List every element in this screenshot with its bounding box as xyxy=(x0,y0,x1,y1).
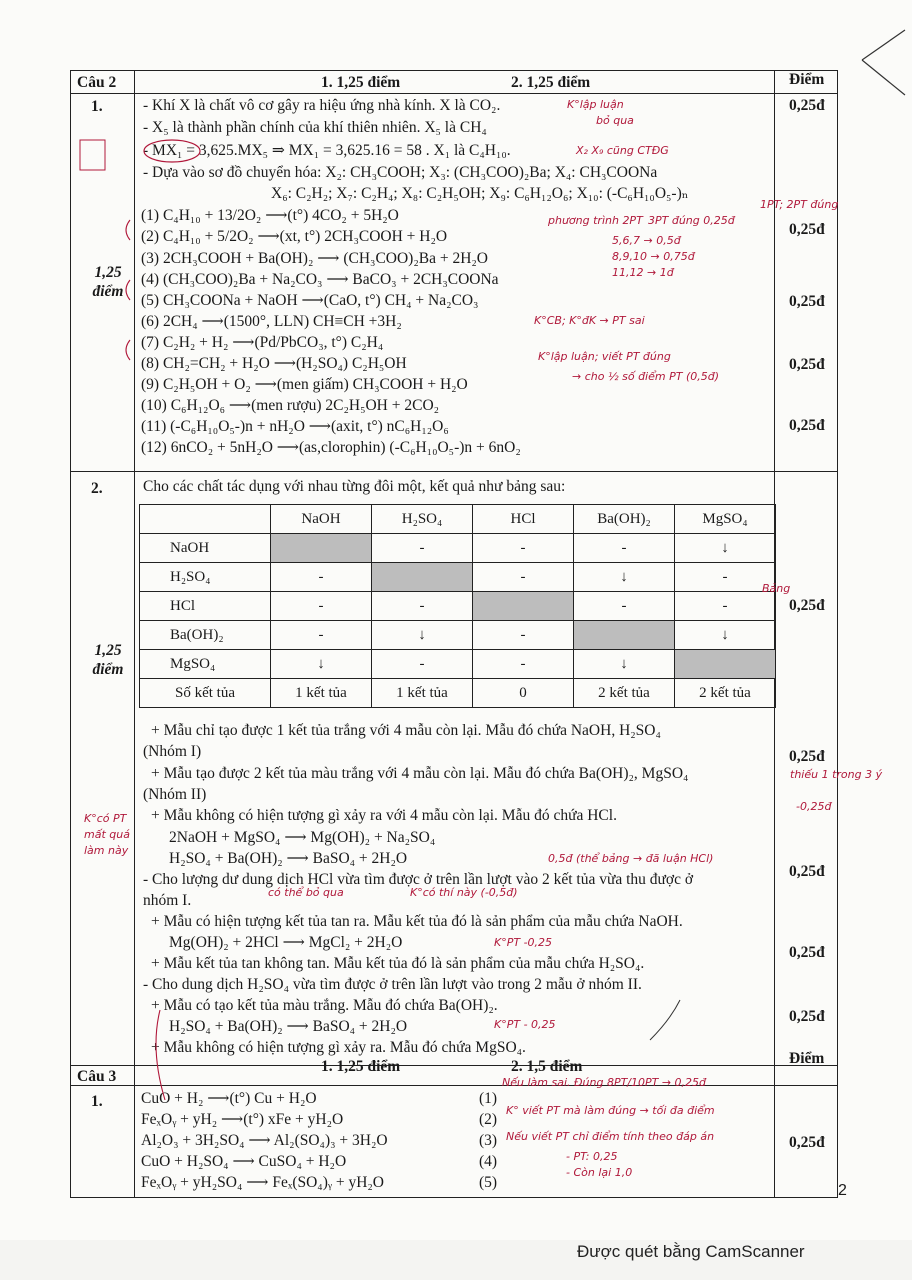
answer-line: (Nhóm II) xyxy=(143,786,207,803)
equation-mark: (1) xyxy=(479,1090,498,1107)
matrix-cell: - xyxy=(473,650,574,679)
matrix-count: 1 kết tủa xyxy=(271,679,372,708)
score-value: 0,25đ xyxy=(789,944,825,961)
handwritten-note: K°có PT xyxy=(84,812,127,825)
matrix-cell: ↓ xyxy=(574,650,675,679)
score-value: 0,25đ xyxy=(789,97,825,114)
score-value: 0,25đ xyxy=(789,863,825,880)
equation: (7) C₂H₂ + H₂ ⟶(Pd/PbCO₃, t°) C₂H₄ xyxy=(141,334,384,351)
equation: 2NaOH + MgSO₄ ⟶ Mg(OH)₂ + Na₂SO₄ xyxy=(169,829,436,846)
handwritten-note: K° viết PT mà làm đúng → tối đa điểm xyxy=(506,1104,715,1117)
answer-line: + Mẫu tạo được 2 kết tủa màu trắng với 4 mẫu còn lại. Mẫu đó chứa Ba(OH)₂, MgSO₄ xyxy=(151,765,689,782)
part-1-heading: 1. 1,25 điểm xyxy=(321,1058,401,1075)
answer-line: - Dựa vào sơ đồ chuyển hóa: X₂: CH₃COOH; X₃: (CH₃COO)₂Ba; X₄: CH₃COONa xyxy=(143,164,658,181)
equation-mark: (2) xyxy=(479,1111,498,1128)
matrix-row-header: H₂SO₄ xyxy=(140,563,271,592)
answer-line: + Mẫu có tạo kết tủa màu trắng. Mẫu đó chứa Ba(OH)₂. xyxy=(151,997,498,1014)
equation: H₂SO₄ + Ba(OH)₂ ⟶ BaSO₄ + 2H₂O xyxy=(169,1018,408,1035)
score-value: 0,25đ xyxy=(789,748,825,765)
handwritten-note: - Còn lại 1,0 xyxy=(566,1166,633,1179)
handwritten-note: thiếu 1 trong 3 ý xyxy=(790,768,883,781)
matrix-cell: - xyxy=(372,650,473,679)
handwritten-note: 8,9,10 → 0,75đ xyxy=(612,250,695,263)
equation: (4) (CH₃COO)₂Ba + Na₂CO₃ ⟶ BaCO₃ + 2CH₃COONa xyxy=(141,271,499,288)
page-number: 2 xyxy=(838,1182,847,1199)
equation: (10) C₆H₁₂O₆ ⟶(men rượu) 2C₂H₅OH + 2CO₂ xyxy=(141,397,440,414)
matrix-cell: - xyxy=(271,621,372,650)
scanner-footer: Được quét bằng CamScanner xyxy=(577,1242,805,1261)
answer-line: + Mẫu không có hiện tượng gì xảy ra. Mẫu đó chứa MgSO₄. xyxy=(151,1039,526,1056)
matrix-cell: ↓ xyxy=(271,650,372,679)
margin-box xyxy=(80,140,105,170)
bracket-mark xyxy=(156,1010,165,1100)
equation: (8) CH₂=CH₂ + H₂O ⟶(H₂SO₄) C₂H₅OH xyxy=(141,355,407,372)
part-2-heading: 2. 1,25 điểm xyxy=(511,74,591,91)
equation: (5) CH₃COONa + NaOH ⟶(CaO, t°) CH₄ + Na₂CO₃ xyxy=(141,292,479,309)
question-label: Câu 3 xyxy=(77,1068,117,1085)
answer-line: - Khí X là chất vô cơ gây ra hiệu ứng nhà kính. X là CO₂. xyxy=(143,97,501,114)
equation: Al₂O₃ + 3H₂SO₄ ⟶ Al₂(SO₄)₃ + 3H₂O xyxy=(141,1132,388,1149)
answer-line: - X₅ là thành phần chính của khí thiên nhiên. X₅ là CH₄ xyxy=(143,119,487,136)
answer-line: (Nhóm I) xyxy=(143,743,202,760)
handwritten-note: 0,5đ (thể bảng → đã luận HCl) xyxy=(548,852,714,865)
equation: FeₓOᵧ + yH₂ ⟶(t°) xFe + yH₂O xyxy=(141,1111,344,1128)
handwritten-note: 11,12 → 1đ xyxy=(612,266,674,279)
matrix-cell: - xyxy=(473,621,574,650)
handwritten-note: -0,25đ xyxy=(796,800,832,813)
score-value: 0,25đ xyxy=(789,356,825,373)
matrix-cell: - xyxy=(675,563,776,592)
handwritten-note: K°CB; K°đK → PT sai xyxy=(534,314,645,327)
corner-mark xyxy=(862,30,905,95)
equation: CuO + H₂ ⟶(t°) Cu + H₂O xyxy=(141,1090,317,1107)
section-points: 1,25 điểm xyxy=(92,264,124,300)
answer-line: - Cho lượng dư dung dịch HCl vừa tìm được ở trên lần lượt vào 2 kết tủa vừa thu được ở xyxy=(143,871,694,888)
matrix-count: 1 kết tủa xyxy=(372,679,473,708)
matrix-col-header: H₂SO₄ xyxy=(372,505,473,534)
matrix-count-label: Số kết tủa xyxy=(140,679,271,708)
matrix-col-header: HCl xyxy=(473,505,574,534)
score-heading: Điểm xyxy=(789,1050,825,1067)
answer-line: + Mẫu chỉ tạo được 1 kết tủa trắng với 4 mẫu còn lại. Mẫu đó chứa NaOH, H₂SO₄ xyxy=(151,722,661,739)
matrix-cell: - xyxy=(473,534,574,563)
matrix-cell: - xyxy=(271,563,372,592)
section-number: 1. xyxy=(91,98,103,115)
matrix-count: 2 kết tủa xyxy=(675,679,776,708)
matrix-cell: - xyxy=(675,592,776,621)
answer-line: + Mẫu không có hiện tượng gì xảy ra với 4 mẫu còn lại. Mẫu đó chứa HCl. xyxy=(151,807,617,824)
score-value: 0,25đ xyxy=(789,1008,825,1025)
handwritten-note: Nếu viết PT chỉ điểm tính theo đáp án xyxy=(506,1130,715,1143)
handwritten-note: 1PT; 2PT đúng xyxy=(760,198,839,211)
equation-mark: (4) xyxy=(479,1153,498,1170)
equation: (2) C₄H₁₀ + 5/2O₂ ⟶(xt, t°) 2CH₃COOH + H₂O xyxy=(141,228,448,245)
matrix-cell: - xyxy=(574,592,675,621)
answer-line: - MX₁ = 3,625.MX₅ ⇒ MX₁ = 3,625.16 = 58 . X₁ là C₄H₁₀. xyxy=(143,142,511,159)
equation: (12) 6nCO₂ + 5nH₂O ⟶(as,clorophin) (-C₆H₁₀O₅-)n + 6nO₂ xyxy=(141,439,521,456)
equation: Mg(OH)₂ + 2HCl ⟶ MgCl₂ + 2H₂O xyxy=(169,934,403,951)
answer-line: X₆: C₂H₂; X₇: C₂H₄; X₈: C₂H₅OH; X₉: C₆H₁₂O₆; X₁₀: (-C₆H₁₀O₅-)ₙ xyxy=(271,185,689,202)
section-intro: Cho các chất tác dụng với nhau từng đôi một, kết quả như bảng sau: xyxy=(143,478,566,495)
equation: (9) C₂H₅OH + O₂ ⟶(men giấm) CH₃COOH + H₂O xyxy=(141,376,468,393)
equation: CuO + H₂SO₄ ⟶ CuSO₄ + H₂O xyxy=(141,1153,347,1170)
section-number: 2. xyxy=(91,480,103,497)
score-value: 0,25đ xyxy=(789,597,825,614)
handwritten-note: K°có thí này (-0,5đ) xyxy=(410,886,518,899)
handwritten-note: làm này xyxy=(84,844,129,857)
matrix-cell: - xyxy=(271,592,372,621)
circle-mark xyxy=(144,140,200,162)
answer-line: nhóm I. xyxy=(143,892,192,909)
matrix-count: 2 kết tủa xyxy=(574,679,675,708)
matrix-cell: - xyxy=(372,592,473,621)
matrix-col-header: NaOH xyxy=(271,505,372,534)
equation-mark: (3) xyxy=(479,1132,498,1149)
matrix-cell: ↓ xyxy=(675,534,776,563)
handwritten-note: 3PT đúng 0,25đ xyxy=(648,214,735,227)
matrix-row-header: NaOH xyxy=(140,534,271,563)
handwritten-note: K°PT - 0,25 xyxy=(494,1018,556,1031)
equation: FeₓOᵧ + yH₂SO₄ ⟶ Feₓ(SO₄)ᵧ + yH₂O xyxy=(141,1174,385,1191)
handwritten-note: Nếu làm sai. Đúng 8PT/10PT → 0,25đ xyxy=(502,1076,707,1089)
handwritten-note: Bảng xyxy=(762,582,791,595)
question-label: Câu 2 xyxy=(77,74,117,91)
handwritten-note: X₂ X₉ cũng CTĐG xyxy=(576,144,669,157)
equation: (1) C₄H₁₀ + 13/2O₂ ⟶(t°) 4CO₂ + 5H₂O xyxy=(141,207,399,224)
score-value: 0,25đ xyxy=(789,293,825,310)
handwritten-note: → cho ½ số điểm PT (0,5đ) xyxy=(572,370,720,383)
matrix-count: 0 xyxy=(473,679,574,708)
answer-line: - Cho dung dịch H₂SO₄ vừa tìm được ở trên lần lượt vào trong 2 mẫu ở nhóm II. xyxy=(143,976,642,993)
matrix-cell: - xyxy=(372,534,473,563)
matrix-row-header: HCl xyxy=(140,592,271,621)
equation: H₂SO₄ + Ba(OH)₂ ⟶ BaSO₄ + 2H₂O xyxy=(169,850,408,867)
matrix-col-header: Ba(OH)₂ xyxy=(574,505,675,534)
equation: (11) (-C₆H₁₀O₅-)n + nH₂O ⟶(axit, t°) nC₆H₁₂O₆ xyxy=(141,418,449,435)
score-value: 0,25đ xyxy=(789,1134,825,1151)
equation: (3) 2CH₃COOH + Ba(OH)₂ ⟶ (CH₃COO)₂Ba + 2H₂O xyxy=(141,250,488,267)
check-mark xyxy=(126,220,130,360)
section-number: 1. xyxy=(91,1093,103,1110)
handwritten-note: có thể bỏ qua xyxy=(268,886,344,899)
equation: (6) 2CH₄ ⟶(1500°, LLN) CH≡CH +3H₂ xyxy=(141,313,402,330)
matrix-row-header: Ba(OH)₂ xyxy=(140,621,271,650)
handwritten-note: - PT: 0,25 xyxy=(566,1150,618,1163)
score-value: 0,25đ xyxy=(789,221,825,238)
score-value: 0,25đ xyxy=(789,417,825,434)
section-points: 1,25 điểm xyxy=(92,642,124,678)
handwritten-note: K°lập luận; viết PT đúng xyxy=(538,350,671,363)
matrix-cell: ↓ xyxy=(675,621,776,650)
handwritten-note: bỏ qua xyxy=(596,114,634,127)
answer-line: + Mẫu kết tủa tan không tan. Mẫu kết tủa đó là sản phẩm của mẫu chứa H₂SO₄. xyxy=(151,955,645,972)
matrix-col-header: MgSO₄ xyxy=(675,505,776,534)
stroke-mark xyxy=(650,1000,680,1040)
matrix-row-header: MgSO₄ xyxy=(140,650,271,679)
answer-line: + Mẫu có hiện tượng kết tủa tan ra. Mẫu kết tủa đó là sản phẩm của mẫu chứa NaOH. xyxy=(151,913,683,930)
handwritten-note: mất quá xyxy=(84,828,130,841)
matrix-cell: - xyxy=(574,534,675,563)
handwritten-note: K°PT -0,25 xyxy=(494,936,553,949)
matrix-cell: - xyxy=(473,563,574,592)
handwritten-note: 5,6,7 → 0,5đ xyxy=(612,234,681,247)
score-heading: Điểm xyxy=(789,71,825,88)
equation-mark: (5) xyxy=(479,1174,498,1191)
matrix-cell: ↓ xyxy=(574,563,675,592)
part-1-heading: 1. 1,25 điểm xyxy=(321,74,401,91)
matrix-cell: ↓ xyxy=(372,621,473,650)
part-2-heading: 2. 1,5 điểm xyxy=(511,1058,583,1075)
handwritten-note: K°lập luận xyxy=(567,98,624,111)
handwritten-note: phương trình 2PT xyxy=(548,214,643,227)
